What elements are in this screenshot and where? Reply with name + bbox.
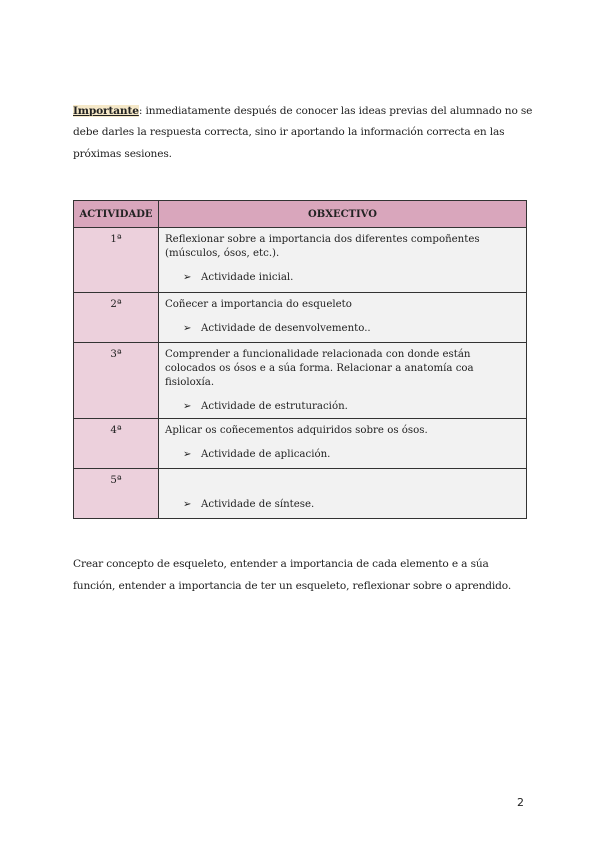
activity-type-item: [183, 400, 520, 414]
activity-objective: [165, 474, 520, 488]
intro-text: : inmediatamente después de conocer las ideas previas del alumnado no se debe darles la respuesta correcta, sino ir aportando la información correcta en las próximas sesiones.: [73, 104, 533, 160]
activity-number: 2ª: [74, 293, 159, 343]
activity-type-item: [183, 271, 520, 285]
activity-objective: Comprender a funcionalidade relacionada con donde están colocados os ósos e a súa forma. Relacionar a anatomía coa fisioloxía.: [165, 349, 474, 388]
table-row: [74, 469, 527, 519]
table-row: [74, 228, 527, 293]
activity-type: Actividade de aplicación.: [201, 449, 331, 460]
activity-objective: Reflexionar sobre a importancia dos diferentes compoñentes (músculos, ósos, etc.).: [165, 234, 480, 259]
table-header-row: [74, 201, 527, 228]
activity-type-item: [183, 322, 520, 336]
arrow-bullet-icon: ➢: [183, 401, 192, 412]
activity-type: Actividade de estruturación.: [201, 401, 348, 412]
activity-number: 4ª: [74, 419, 159, 469]
header-actividade: ACTIVIDADE: [74, 201, 159, 228]
activity-objective-cell: [159, 419, 527, 469]
important-label: Importante: [73, 104, 139, 117]
page-number: 2: [517, 796, 524, 809]
activity-type: Actividade de síntese.: [201, 499, 315, 510]
table-row: [74, 343, 527, 419]
activity-objective-cell: [159, 343, 527, 419]
arrow-bullet-icon: ➢: [183, 323, 192, 334]
intro-paragraph: [73, 101, 533, 166]
activity-number: 5ª: [74, 469, 159, 519]
activity-objective-cell: [159, 469, 527, 519]
arrow-bullet-icon: ➢: [183, 272, 192, 283]
arrow-bullet-icon: ➢: [183, 449, 192, 460]
conclusion-paragraph: Crear concepto de esqueleto, entender a importancia de cada elemento e a súa función, entender a importancia de ter un esqueleto, reflexionar sobre o aprendido.: [73, 557, 512, 592]
activity-objective: Coñecer a importancia do esqueleto: [165, 299, 352, 310]
arrow-bullet-icon: ➢: [183, 499, 192, 510]
activity-number: 1ª: [74, 228, 159, 293]
header-obxectivo: OBXECTIVO: [159, 201, 527, 228]
activity-type-item: [183, 448, 520, 462]
activity-type: Actividade de desenvolvemento..: [201, 323, 371, 334]
activities-table: [73, 200, 527, 519]
activity-objective-cell: [159, 228, 527, 293]
activity-objective-cell: [159, 293, 527, 343]
activity-number: 3ª: [74, 343, 159, 419]
activity-type-item: [183, 498, 520, 512]
activity-type: Actividade inicial.: [201, 272, 294, 283]
table-row: [74, 293, 527, 343]
table-row: [74, 419, 527, 469]
activity-objective: Aplicar os coñecementos adquiridos sobre os ósos.: [165, 425, 428, 436]
